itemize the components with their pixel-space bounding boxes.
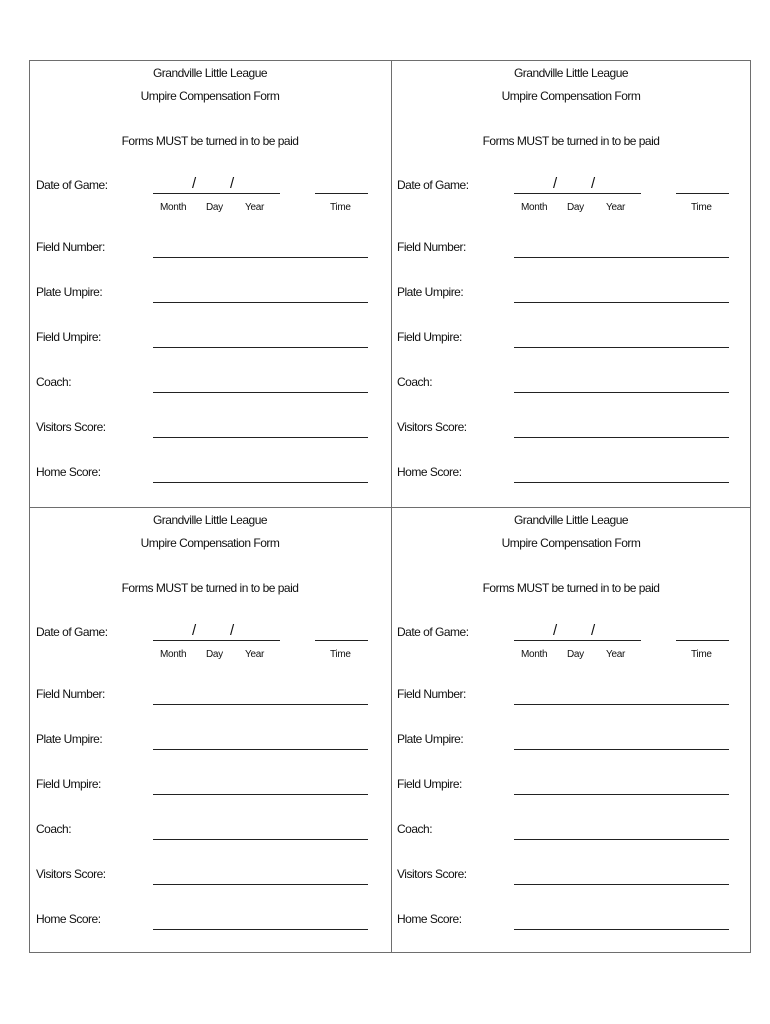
- plate-umpire-label: Plate Umpire:: [36, 285, 103, 299]
- date-separator: /: [192, 175, 197, 192]
- day-caption: Day: [567, 649, 584, 660]
- payment-notice: Forms MUST be turned in to be paid: [482, 581, 660, 595]
- time-input-line[interactable]: [676, 193, 729, 194]
- visitors-score-label: Visitors Score:: [36, 420, 106, 434]
- home-score-label: Home Score:: [36, 912, 101, 926]
- visitors-score-input-line[interactable]: [514, 437, 729, 438]
- coach-input-line[interactable]: [153, 839, 368, 840]
- home-score-input-line[interactable]: [514, 482, 729, 483]
- home-score-input-line[interactable]: [153, 929, 368, 930]
- league-name: Grandville Little League: [513, 66, 629, 80]
- field-number-label: Field Number:: [397, 687, 466, 701]
- year-caption: Year: [606, 649, 626, 660]
- plate-umpire-label: Plate Umpire:: [397, 732, 464, 746]
- year-caption: Year: [245, 649, 265, 660]
- day-caption: Day: [567, 202, 584, 213]
- coach-label: Coach:: [397, 822, 433, 836]
- day-caption: Day: [206, 649, 223, 660]
- date-separator: /: [591, 175, 596, 192]
- coach-input-line[interactable]: [153, 392, 368, 393]
- date-separator: /: [230, 175, 235, 192]
- date-separator: /: [591, 622, 596, 639]
- date-separator: /: [553, 622, 558, 639]
- field-number-label: Field Number:: [397, 240, 466, 254]
- visitors-score-label: Visitors Score:: [397, 867, 467, 881]
- coach-label: Coach:: [397, 375, 433, 389]
- field-umpire-label: Field Umpire:: [36, 330, 101, 344]
- league-name: Grandville Little League: [152, 66, 268, 80]
- field-umpire-input-line[interactable]: [514, 794, 729, 795]
- form-title: Umpire Compensation Form: [140, 89, 280, 103]
- field-number-input-line[interactable]: [514, 704, 729, 705]
- month-caption: Month: [160, 649, 187, 660]
- time-caption: Time: [330, 202, 351, 213]
- home-score-input-line[interactable]: [514, 929, 729, 930]
- month-caption: Month: [160, 202, 187, 213]
- year-caption: Year: [606, 202, 626, 213]
- field-number-label: Field Number:: [36, 687, 105, 701]
- field-number-label: Field Number:: [36, 240, 105, 254]
- date-separator: /: [230, 622, 235, 639]
- payment-notice: Forms MUST be turned in to be paid: [482, 134, 660, 148]
- coach-label: Coach:: [36, 375, 72, 389]
- field-umpire-label: Field Umpire:: [397, 330, 462, 344]
- league-name: Grandville Little League: [513, 513, 629, 527]
- time-caption: Time: [330, 649, 351, 660]
- field-umpire-label: Field Umpire:: [36, 777, 101, 791]
- field-umpire-input-line[interactable]: [153, 794, 368, 795]
- time-caption: Time: [691, 202, 712, 213]
- day-caption: Day: [206, 202, 223, 213]
- date-input-line[interactable]: [153, 193, 280, 194]
- compensation-form-card: [391, 508, 751, 954]
- form-sheet: [29, 60, 751, 953]
- date-of-game-label: Date of Game:: [397, 178, 469, 192]
- month-caption: Month: [521, 649, 548, 660]
- coach-input-line[interactable]: [514, 839, 729, 840]
- field-number-input-line[interactable]: [153, 257, 368, 258]
- compensation-form-card: [391, 61, 751, 507]
- date-input-line[interactable]: [153, 640, 280, 641]
- field-number-input-line[interactable]: [514, 257, 729, 258]
- date-separator: /: [553, 175, 558, 192]
- visitors-score-label: Visitors Score:: [36, 867, 106, 881]
- plate-umpire-input-line[interactable]: [514, 749, 729, 750]
- plate-umpire-input-line[interactable]: [514, 302, 729, 303]
- coach-label: Coach:: [36, 822, 72, 836]
- compensation-form-card: [30, 508, 390, 954]
- plate-umpire-input-line[interactable]: [153, 749, 368, 750]
- league-name: Grandville Little League: [152, 513, 268, 527]
- home-score-label: Home Score:: [36, 465, 101, 479]
- date-of-game-label: Date of Game:: [36, 178, 108, 192]
- visitors-score-input-line[interactable]: [153, 437, 368, 438]
- date-input-line[interactable]: [514, 193, 641, 194]
- plate-umpire-label: Plate Umpire:: [397, 285, 464, 299]
- date-of-game-label: Date of Game:: [397, 625, 469, 639]
- time-input-line[interactable]: [676, 640, 729, 641]
- time-input-line[interactable]: [315, 640, 368, 641]
- coach-input-line[interactable]: [514, 392, 729, 393]
- time-caption: Time: [691, 649, 712, 660]
- compensation-form-card: [30, 61, 390, 507]
- plate-umpire-label: Plate Umpire:: [36, 732, 103, 746]
- form-title: Umpire Compensation Form: [501, 89, 641, 103]
- time-input-line[interactable]: [315, 193, 368, 194]
- payment-notice: Forms MUST be turned in to be paid: [121, 134, 299, 148]
- date-input-line[interactable]: [514, 640, 641, 641]
- home-score-label: Home Score:: [397, 912, 462, 926]
- field-umpire-input-line[interactable]: [514, 347, 729, 348]
- home-score-label: Home Score:: [397, 465, 462, 479]
- visitors-score-input-line[interactable]: [153, 884, 368, 885]
- date-of-game-label: Date of Game:: [36, 625, 108, 639]
- visitors-score-input-line[interactable]: [514, 884, 729, 885]
- field-number-input-line[interactable]: [153, 704, 368, 705]
- payment-notice: Forms MUST be turned in to be paid: [121, 581, 299, 595]
- field-umpire-label: Field Umpire:: [397, 777, 462, 791]
- plate-umpire-input-line[interactable]: [153, 302, 368, 303]
- date-separator: /: [192, 622, 197, 639]
- home-score-input-line[interactable]: [153, 482, 368, 483]
- year-caption: Year: [245, 202, 265, 213]
- month-caption: Month: [521, 202, 548, 213]
- form-title: Umpire Compensation Form: [501, 536, 641, 550]
- field-umpire-input-line[interactable]: [153, 347, 368, 348]
- visitors-score-label: Visitors Score:: [397, 420, 467, 434]
- form-title: Umpire Compensation Form: [140, 536, 280, 550]
